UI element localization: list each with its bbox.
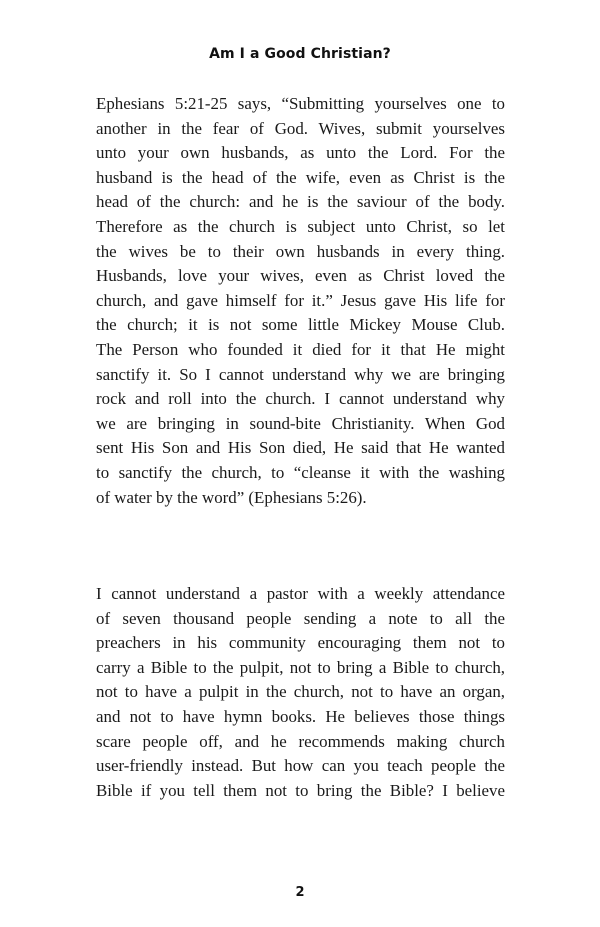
text-line: to sanctify the church, to “cleanse it with the washing <box>96 462 505 482</box>
text-line: I cannot understand a pastor with a weekly attendance <box>96 584 505 603</box>
running-head-title: Am I a Good Christian? <box>209 46 391 62</box>
text-line: of seven thousand people sending a note to all the <box>96 608 505 628</box>
text-line: and not to have hymn books. He believes those things <box>96 706 505 726</box>
text-line: of water by the word” (Ephesians 5:26). <box>96 487 367 507</box>
text-line: rock and roll into the church. I cannot understand why <box>96 389 505 409</box>
text-line: head of the church: and he is the saviour of the body. <box>96 192 505 212</box>
text-line: sent His Son and His Son died, He said that He wanted <box>96 438 505 458</box>
text-line: Husbands, love your wives, even as Christ loved the <box>96 266 505 286</box>
text-line: sanctify it. So I cannot understand why we are bringing <box>96 364 505 384</box>
text-line: The Person who founded it died for it that He might <box>96 339 505 359</box>
text-line: scare people off, and he recommends making church <box>96 731 505 751</box>
page-number: 2 <box>295 885 305 900</box>
text-line: Therefore as the church is subject unto Christ, so let <box>96 216 505 236</box>
text-line: we are bringing in sound-bite Christianity. When God <box>96 413 505 433</box>
text-line: another in the fear of God. Wives, submit yourselves <box>96 118 505 138</box>
text-line: Bible if you tell them not to bring the Bible? I believe <box>96 780 505 800</box>
paragraph-2 <box>96 582 505 803</box>
text-line: carry a Bible to the pulpit, not to bring a Bible to church, <box>96 657 505 677</box>
paragraph-1 <box>96 92 505 510</box>
text-line: user-friendly instead. But how can you teach people the <box>96 756 505 776</box>
text-line: the church; it is not some little Mickey Mouse Club. <box>96 315 505 335</box>
text-line: not to have a pulpit in the church, not to have an organ, <box>96 682 505 702</box>
text-line: church, and gave himself for it.” Jesus gave His life for <box>96 290 505 310</box>
text-line: unto your own husbands, as unto the Lord. For the <box>96 143 505 163</box>
text-line: husband is the head of the wife, even as Christ is the <box>96 167 505 187</box>
text-line: preachers in his community encouraging them not to <box>96 633 505 653</box>
text-line: Ephesians 5:21-25 says, “Submitting yourselves one to <box>96 94 505 113</box>
text-line: the wives be to their own husbands in every thing. <box>96 241 505 261</box>
